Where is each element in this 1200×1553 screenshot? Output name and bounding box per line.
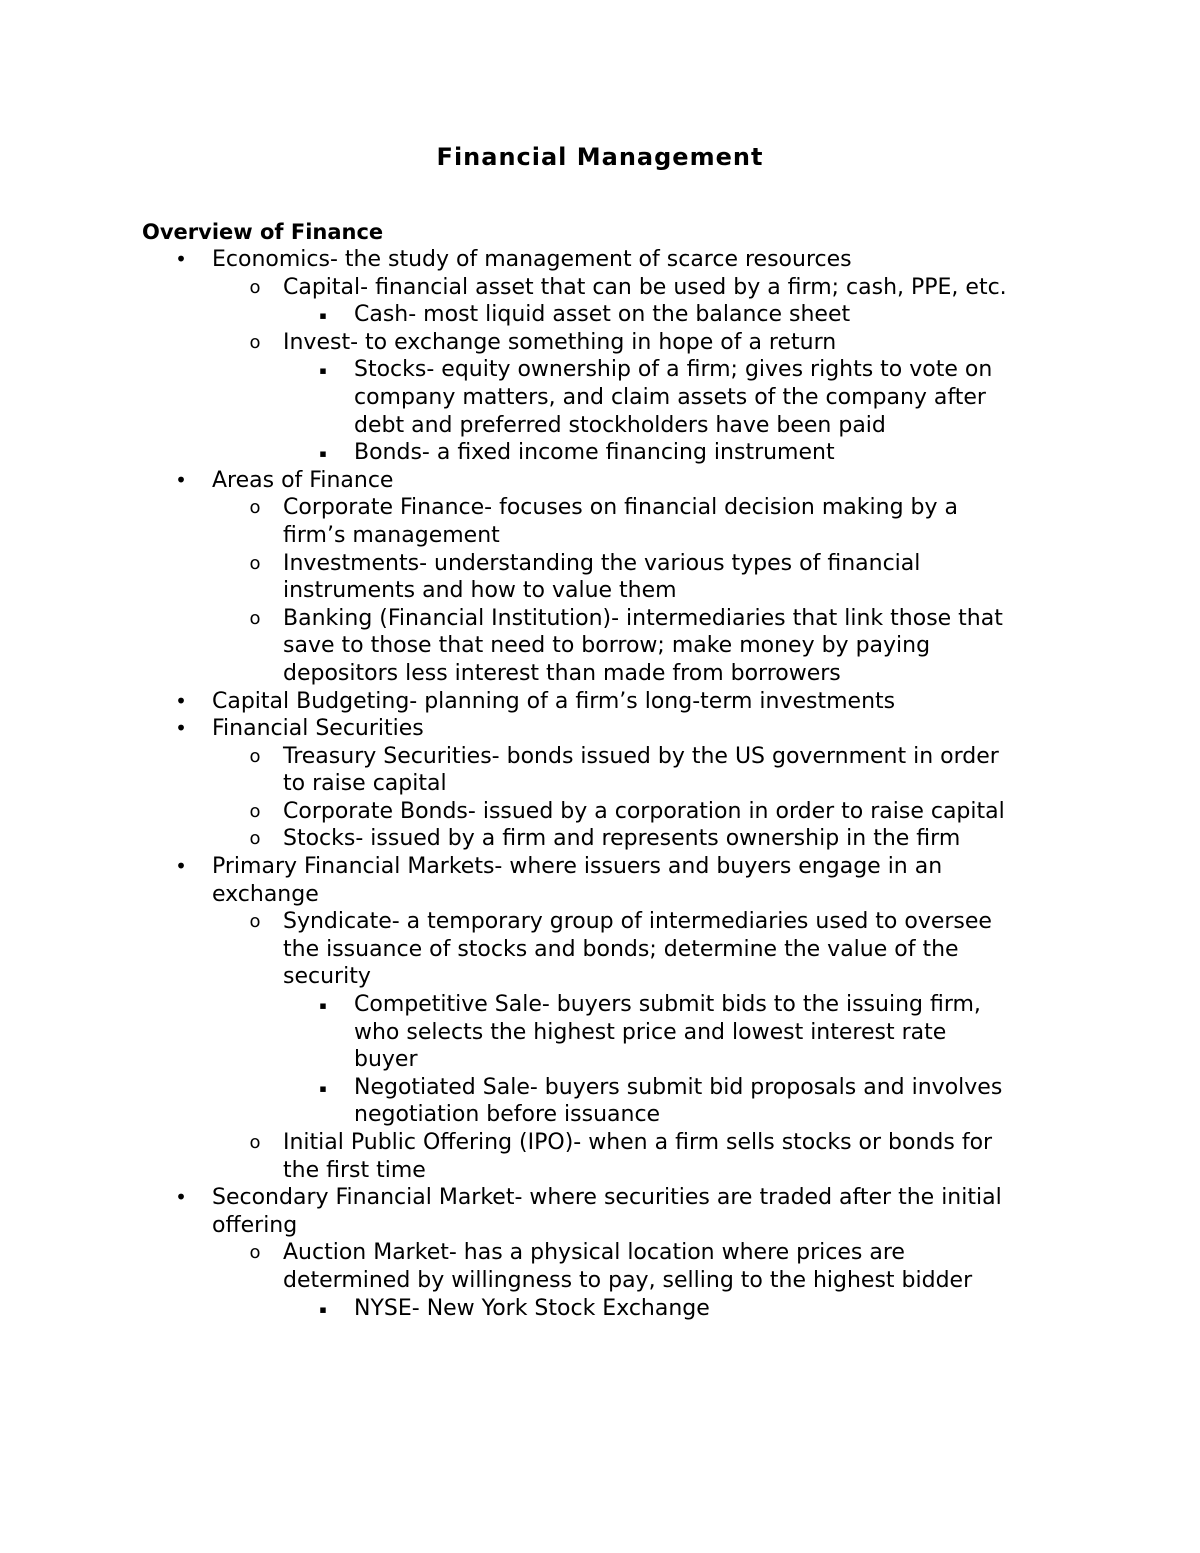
outline-line-level-2 [0, 577, 1200, 605]
outline-line-level-1 [0, 853, 1200, 881]
outline-line-level-1 [0, 1212, 1200, 1240]
outline-text: company matters, and claim assets of the company after [354, 384, 986, 410]
square-marker: ▪ [319, 309, 327, 323]
square-marker: ▪ [319, 364, 327, 378]
circle-marker: o [249, 828, 261, 850]
outline-text: the issuance of stocks and bonds; determine the value of the [283, 936, 959, 962]
section-heading: Overview of Finance [142, 220, 384, 244]
circle-marker: o [249, 276, 261, 298]
outline-text: exchange [212, 881, 319, 907]
outline-text: offering [212, 1212, 298, 1238]
outline-line-level-2 [0, 1129, 1200, 1157]
circle-marker: o [249, 911, 261, 933]
outline-text: firm’s management [283, 522, 500, 548]
outline-line-level-2 [0, 329, 1200, 357]
circle-marker: o [249, 1132, 261, 1153]
outline-line-level-3 [0, 1295, 1200, 1323]
bullet-marker: • [175, 1185, 187, 1210]
outline-text: buyer [354, 1047, 418, 1073]
outline-text: Investments- understanding the various types of financial [283, 550, 921, 576]
outline-line-level-2 [0, 550, 1200, 578]
outline-text: Corporate Finance- focuses on financial decision making by a [283, 495, 958, 521]
outline-text: Invest- to exchange something in hope of a return [283, 329, 837, 355]
square-marker: ▪ [319, 447, 327, 461]
outline-list [0, 246, 1200, 1322]
outline-text: Corporate Bonds- issued by a corporation in order to raise capital [283, 798, 1005, 824]
circle-marker: o [249, 607, 261, 629]
bullet-marker: • [175, 247, 187, 271]
outline-text: Competitive Sale- buyers submit bids to the issuing firm, [354, 992, 981, 1018]
outline-line-level-3 [0, 384, 1200, 412]
outline-line-level-2 [0, 770, 1200, 798]
outline-text: NYSE- New York Stock Exchange [354, 1295, 710, 1321]
bullet-marker: • [175, 467, 187, 492]
outline-text: Primary Financial Markets- where issuers and buyers engage in an [212, 854, 943, 880]
circle-marker: o [249, 745, 261, 767]
outline-text: negotiation before issuance [354, 1102, 661, 1128]
outline-line-level-3 [0, 1101, 1200, 1129]
outline-text: Capital Budgeting- planning of a firm’s long-term investments [212, 688, 896, 714]
outline-line-level-2 [0, 632, 1200, 660]
outline-line-level-1 [0, 246, 1200, 274]
outline-text: Initial Public Offering (IPO)- when a firm sells stocks or bonds for [283, 1130, 993, 1155]
outline-line-level-3 [0, 1046, 1200, 1074]
outline-text: Capital- financial asset that can be used by a firm; cash, PPE, etc. [283, 274, 1007, 300]
outline-text: Negotiated Sale- buyers submit bid proposals and involves [354, 1074, 1003, 1100]
bullet-marker: • [175, 854, 187, 879]
outline-text: who selects the highest price and lowest interest rate [354, 1019, 947, 1045]
square-marker: ▪ [319, 1081, 327, 1095]
outline-text: Bonds- a fixed income financing instrument [354, 440, 835, 466]
outline-text: Areas of Finance [212, 467, 394, 493]
outline-line-level-3 [0, 439, 1200, 467]
outline-text: to raise capital [283, 771, 447, 797]
circle-marker: o [249, 1242, 261, 1264]
outline-line-level-3 [0, 412, 1200, 440]
outline-text: the first time [283, 1157, 426, 1183]
outline-line-level-2 [0, 798, 1200, 826]
square-marker: ▪ [319, 1302, 327, 1316]
outline-line-level-2 [0, 743, 1200, 771]
outline-text: debt and preferred stockholders have been paid [354, 412, 886, 438]
outline-line-level-3 [0, 1074, 1200, 1102]
outline-line-level-3 [0, 991, 1200, 1019]
outline-line-level-2 [0, 1239, 1200, 1267]
outline-line-level-2 [0, 825, 1200, 853]
outline-line-level-3 [0, 356, 1200, 384]
outline-text: Syndicate- a temporary group of intermediaries used to oversee [283, 909, 992, 935]
outline-line-level-1 [0, 688, 1200, 716]
outline-line-level-1 [0, 715, 1200, 743]
outline-line-level-2 [0, 660, 1200, 688]
outline-line-level-2 [0, 1267, 1200, 1295]
outline-line-level-2 [0, 522, 1200, 550]
outline-line-level-2 [0, 963, 1200, 991]
circle-marker: o [249, 331, 261, 353]
outline-line-level-3 [0, 301, 1200, 329]
document-title: Financial Management [436, 143, 764, 171]
outline-line-level-2 [0, 605, 1200, 633]
outline-text: Stocks- issued by a firm and represents ownership in the firm [283, 826, 961, 852]
outline-line-level-3 [0, 1019, 1200, 1047]
outline-text: Economics- the study of management of scarce resources [212, 247, 852, 272]
outline-text: Secondary Financial Market- where securities are traded after the initial [212, 1185, 1002, 1211]
outline-line-level-2 [0, 1157, 1200, 1185]
outline-line-level-1 [0, 1184, 1200, 1212]
outline-text: Banking (Financial Institution)- intermediaries that link those that [283, 605, 1003, 631]
outline-line-level-2 [0, 274, 1200, 302]
outline-text: security [283, 964, 371, 990]
outline-text: determined by willingness to pay, selling to the highest bidder [283, 1267, 973, 1293]
outline-text: Financial Securities [212, 716, 424, 742]
outline-text: Auction Market- has a physical location where prices are [283, 1240, 905, 1266]
circle-marker: o [249, 552, 261, 574]
square-marker: ▪ [319, 999, 327, 1013]
outline-line-level-1 [0, 467, 1200, 495]
outline-text: Treasury Securities- bonds issued by the US government in order [283, 743, 999, 769]
outline-text: depositors less interest than made from borrowers [283, 660, 841, 686]
outline-line-level-1 [0, 881, 1200, 909]
circle-marker: o [249, 800, 261, 822]
bullet-marker: • [175, 688, 187, 713]
outline-line-level-2 [0, 936, 1200, 964]
outline-line-level-2 [0, 494, 1200, 522]
bullet-marker: • [175, 716, 187, 741]
outline-text: Stocks- equity ownership of a firm; gives rights to vote on [354, 357, 993, 383]
outline-text: save to those that need to borrow; make money by paying [283, 633, 931, 659]
outline-text: Cash- most liquid asset on the balance sheet [354, 302, 851, 328]
outline-line-level-2 [0, 908, 1200, 936]
circle-marker: o [249, 497, 261, 519]
outline-text: instruments and how to value them [283, 578, 677, 604]
